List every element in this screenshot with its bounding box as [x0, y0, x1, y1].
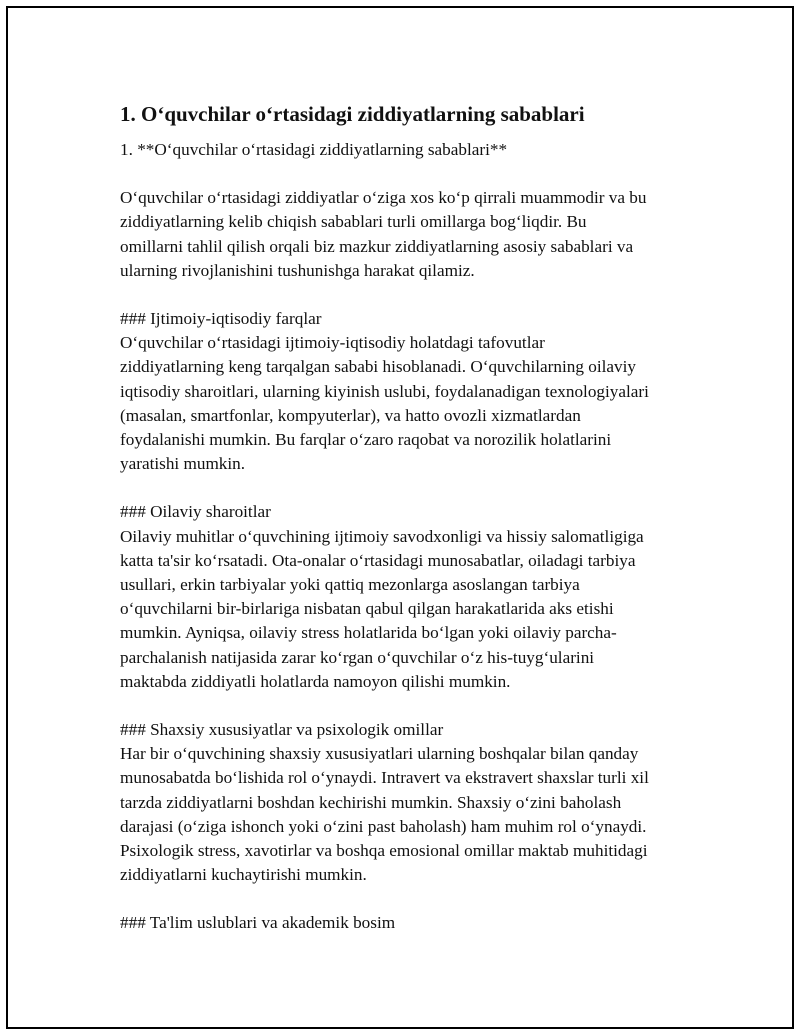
section-family-conditions: [120, 500, 700, 694]
text-line: ziddiyatlarni kuchaytirishi mumkin.: [120, 865, 367, 885]
section-heading: ### Ijtimoiy-iqtisodiy farqlar: [120, 309, 322, 329]
text-line: O‘quvchilar o‘rtasidagi ziddiyatlar o‘ziga xos ko‘p qirrali muammodir va bu: [120, 188, 647, 208]
text-line: 1. **O‘quvchilar o‘rtasidagi ziddiyatlarning sabablari**: [120, 140, 508, 159]
text-line: darajasi (o‘ziga ishonch yoki o‘zini past baholash) ham muhim rol o‘ynaydi.: [120, 816, 647, 836]
text-line: Psixologik stress, xavotirlar va boshqa emosional omillar maktab muhitidagi: [120, 841, 648, 861]
text-line: tarzda ziddiyatlarni boshdan kechirishi mumkin. Shaxsiy o‘zini baholash: [120, 792, 622, 812]
text-line: maktabda ziddiyatli holatlarda namoyon qilishi mumkin.: [120, 671, 511, 691]
text-line: parchalanish natijasida zarar ko‘rgan o‘quvchilar o‘z his-tuyg‘ularini: [120, 647, 595, 667]
text-line: omillarni tahlil qilish orqali biz mazkur ziddiyatlarning asosiy sabablari va: [120, 236, 634, 256]
text-line: mumkin. Ayniqsa, oilaviy stress holatlarida bo‘lgan yoki oilaviy parcha-: [120, 623, 617, 643]
text-line: foydalanishi mumkin. Bu farqlar o‘zaro raqobat va norozilik holatlarini: [120, 430, 612, 450]
text-line: iqtisodiy sharoitlari, ularning kiyinish uslubi, foydalanadigan texnologiyalari: [120, 381, 649, 401]
paragraph-subtitle: [120, 138, 700, 162]
section-socio-economic: [120, 307, 700, 476]
text-line: ularning rivojlanishini tushunishga harakat qilamiz.: [120, 260, 475, 280]
text-line: yaratishi mumkin.: [120, 454, 246, 474]
text-line: O‘quvchilar o‘rtasidagi ijtimoiy-iqtisodiy holatdagi tafovutlar: [120, 333, 545, 353]
text-line: katta ta'sir ko‘rsatadi. Ota-onalar o‘rtasidagi munosabatlar, oiladagi tarbiya: [120, 550, 636, 570]
text-line: Har bir o‘quvchining shaxsiy xususiyatlari ularning boshqalar bilan qanday: [120, 744, 639, 764]
page-title: 1. O‘quvchilar o‘rtasidagi ziddiyatlarning sabablari: [120, 102, 585, 126]
paragraph-intro: [120, 186, 700, 283]
page-frame: [6, 6, 794, 1029]
section-personal-traits: [120, 718, 700, 887]
document-body: [120, 100, 700, 960]
section-heading: ### Oilaviy sharoitlar: [120, 502, 271, 522]
section-teaching-styles: [120, 911, 700, 935]
text-line: Oilaviy muhitlar o‘quvchining ijtimoiy savodxonligi va hissiy salomatligiga: [120, 526, 644, 546]
text-line: munosabatda bo‘lishida rol o‘ynaydi. Intravert va ekstravert shaxslar turli xil: [120, 768, 649, 788]
section-heading: ### Shaxsiy xususiyatlar va psixologik omillar: [120, 720, 444, 740]
text-line: ziddiyatlarning kelib chiqish sabablari turli omillarga bog‘liqdir. Bu: [120, 212, 587, 232]
text-line: o‘quvchilarni bir-birlariga nisbatan qabul qilgan harakatlarida aks etishi: [120, 599, 614, 619]
text-line: usullari, erkin tarbiyalar yoki qattiq mezonlarga asoslangan tarbiya: [120, 575, 580, 595]
text-line: ziddiyatlarning keng tarqalgan sababi hisoblanadi. O‘quvchilarning oilaviy: [120, 357, 636, 377]
text-line: (masalan, smartfonlar, kompyuterlar), va hatto ovozli xizmatlardan: [120, 405, 581, 425]
section-heading: ### Ta'lim uslublari va akademik bosim: [120, 913, 396, 933]
